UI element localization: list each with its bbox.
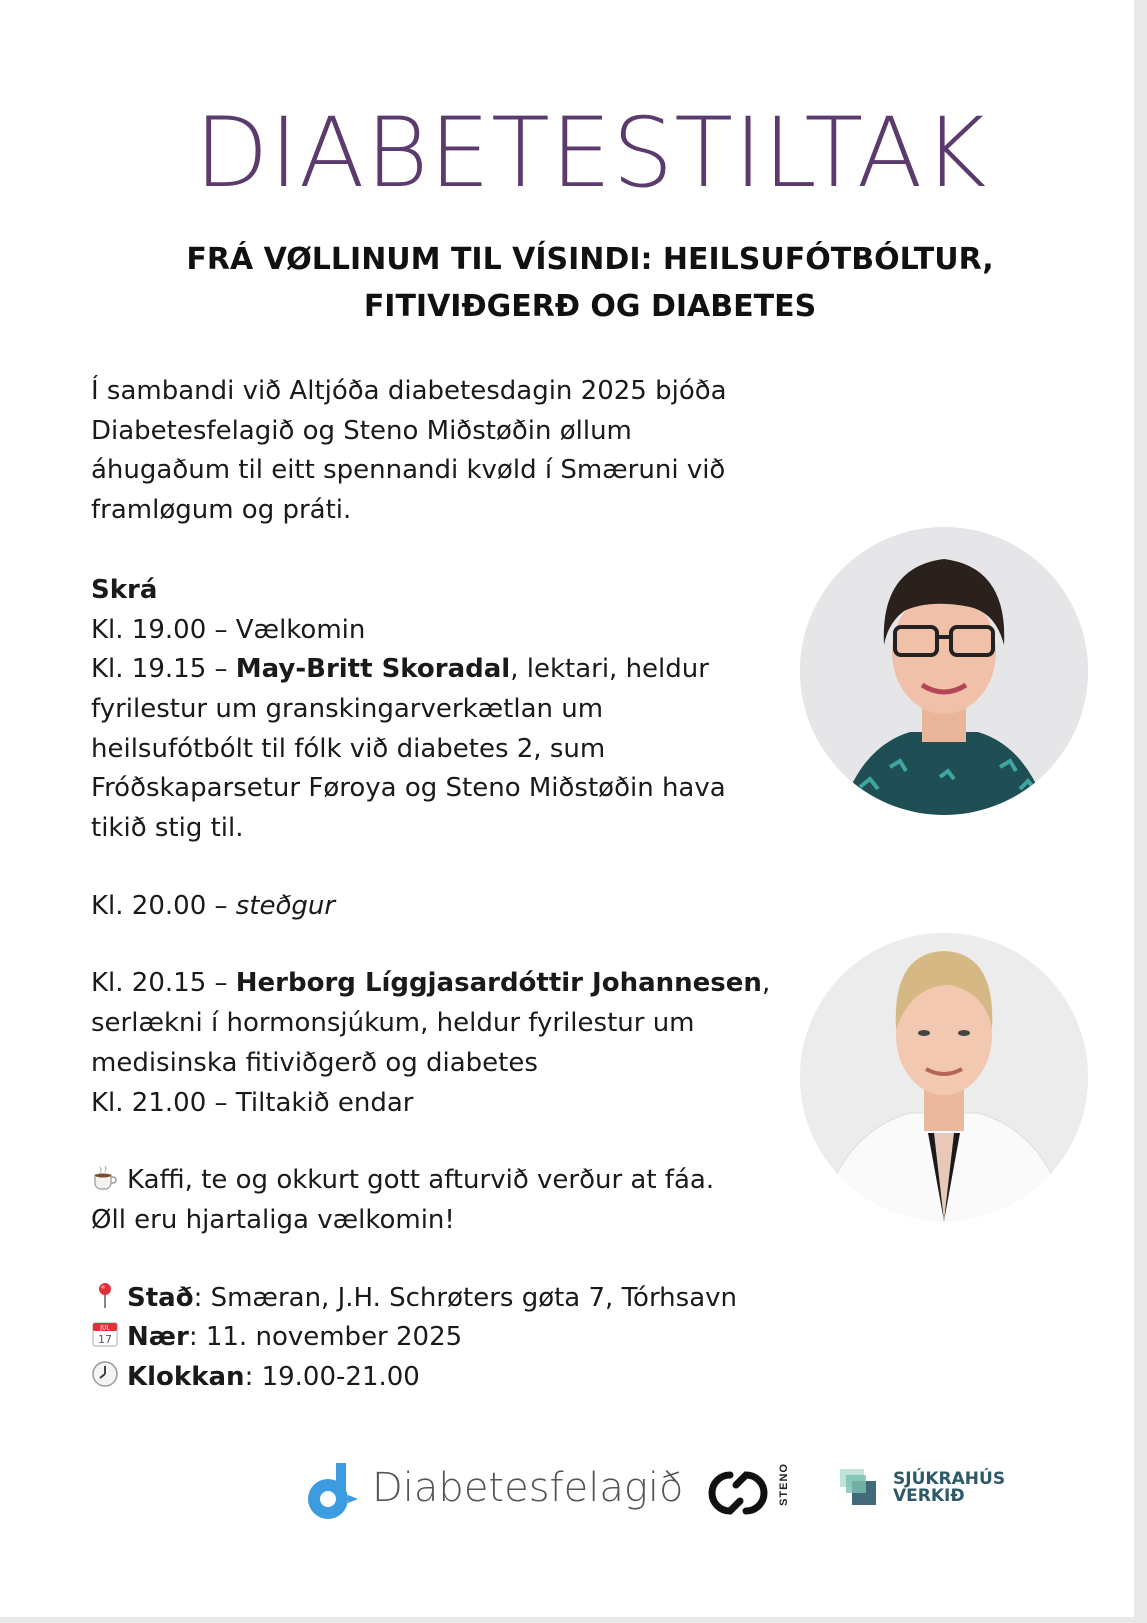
event-subtitle bbox=[120, 236, 1060, 330]
subtitle-line-2: FITIVIÐGERÐ OG DIABETES bbox=[363, 289, 817, 324]
steno-logo-text: STENO bbox=[778, 1463, 790, 1506]
speaker-name-herborg: Herborg Líggjasardóttir Johannesen bbox=[235, 968, 762, 999]
diabetesfelagid-logo-text: Diabetesfelagið bbox=[372, 1465, 684, 1511]
hot-beverage-icon bbox=[91, 1163, 119, 1191]
partner-logos bbox=[0, 1455, 1134, 1535]
speaker-photo-may-britt bbox=[800, 527, 1088, 815]
svg-text:17: 17 bbox=[98, 1333, 112, 1347]
intro-line-3: áhugaðum til eitt spennandi kvøld í Smæruni við bbox=[91, 455, 726, 486]
program-item-1900: Kl. 19.00 – Vælkomin bbox=[91, 614, 366, 645]
program-heading: Skrá bbox=[91, 574, 158, 605]
intro-line-2: Diabetesfelagið og Steno Miðstøðin øllum bbox=[91, 415, 632, 446]
program-item-2015-line: serlækni í hormonsjúkum, heldur fyrilestur um bbox=[91, 1008, 695, 1039]
program-item-2000: Kl. 20.00 – steðgur bbox=[91, 890, 336, 921]
steno-logo-icon bbox=[700, 1465, 776, 1521]
detail-place: Stað: Smæran, J.H. Schrøters gøta 7, Tórhsavn bbox=[91, 1279, 811, 1319]
svg-text:JUL: JUL bbox=[100, 1324, 110, 1332]
program-item-2015-line: medisinska fitiviðgerð og diabetes bbox=[91, 1047, 538, 1078]
program-item-1915-line: tikið stig til. bbox=[91, 813, 244, 844]
diabetesfelagid-logo-icon bbox=[304, 1461, 364, 1521]
round-pushpin-icon bbox=[91, 1281, 119, 1309]
page-title: DIABETESTILTAK bbox=[194, 97, 988, 209]
program-item-1915: Kl. 19.15 – May-Britt Skoradal, lektari, heldur bbox=[91, 654, 709, 685]
sjukrahusverkid-logo-icon bbox=[836, 1465, 884, 1513]
closing-line-2: Øll eru hjartaliga vælkomin! bbox=[91, 1204, 455, 1235]
calendar-icon bbox=[91, 1320, 119, 1348]
program-item-1915-line: Fróðskaparsetur Føroya og Steno Miðstøðin hava bbox=[91, 773, 726, 804]
closing-line-1: Kaffi, te og okkurt gott afturvið verður at fáa. bbox=[91, 1161, 811, 1201]
program-item-2100: Kl. 21.00 – Tiltakið endar bbox=[91, 1087, 414, 1118]
event-body bbox=[91, 372, 811, 1398]
speaker-photo-herborg bbox=[800, 933, 1088, 1221]
program-item-2015: Kl. 20.15 – Herborg Líggjasardóttir Johannesen, bbox=[91, 968, 771, 999]
program-item-1915-line: fyrilestur um granskingarverkætlan um bbox=[91, 693, 604, 724]
intro-line-1: Í sambandi við Altjóða diabetesdagin 2025 bjóða bbox=[91, 376, 727, 406]
detail-time: Klokkan: 19.00-21.00 bbox=[91, 1358, 811, 1398]
subtitle-line-1: FRÁ VØLLINUM TIL VÍSINDI: HEILSUFÓTBÓLTUR, bbox=[186, 242, 994, 277]
sjukrahusverkid-logo-text: SJÚKRAHÚS VERKIÐ bbox=[893, 1469, 1006, 1506]
detail-date: JUL 17 Nær: 11. november 2025 bbox=[91, 1318, 811, 1358]
clock-icon bbox=[91, 1360, 119, 1388]
program-item-1915-line: heilsufótbólt til fólk við diabetes 2, sum bbox=[91, 733, 606, 764]
intro-line-4: framløgum og práti. bbox=[91, 495, 352, 526]
speaker-name-may-britt: May-Britt Skoradal bbox=[235, 654, 511, 685]
